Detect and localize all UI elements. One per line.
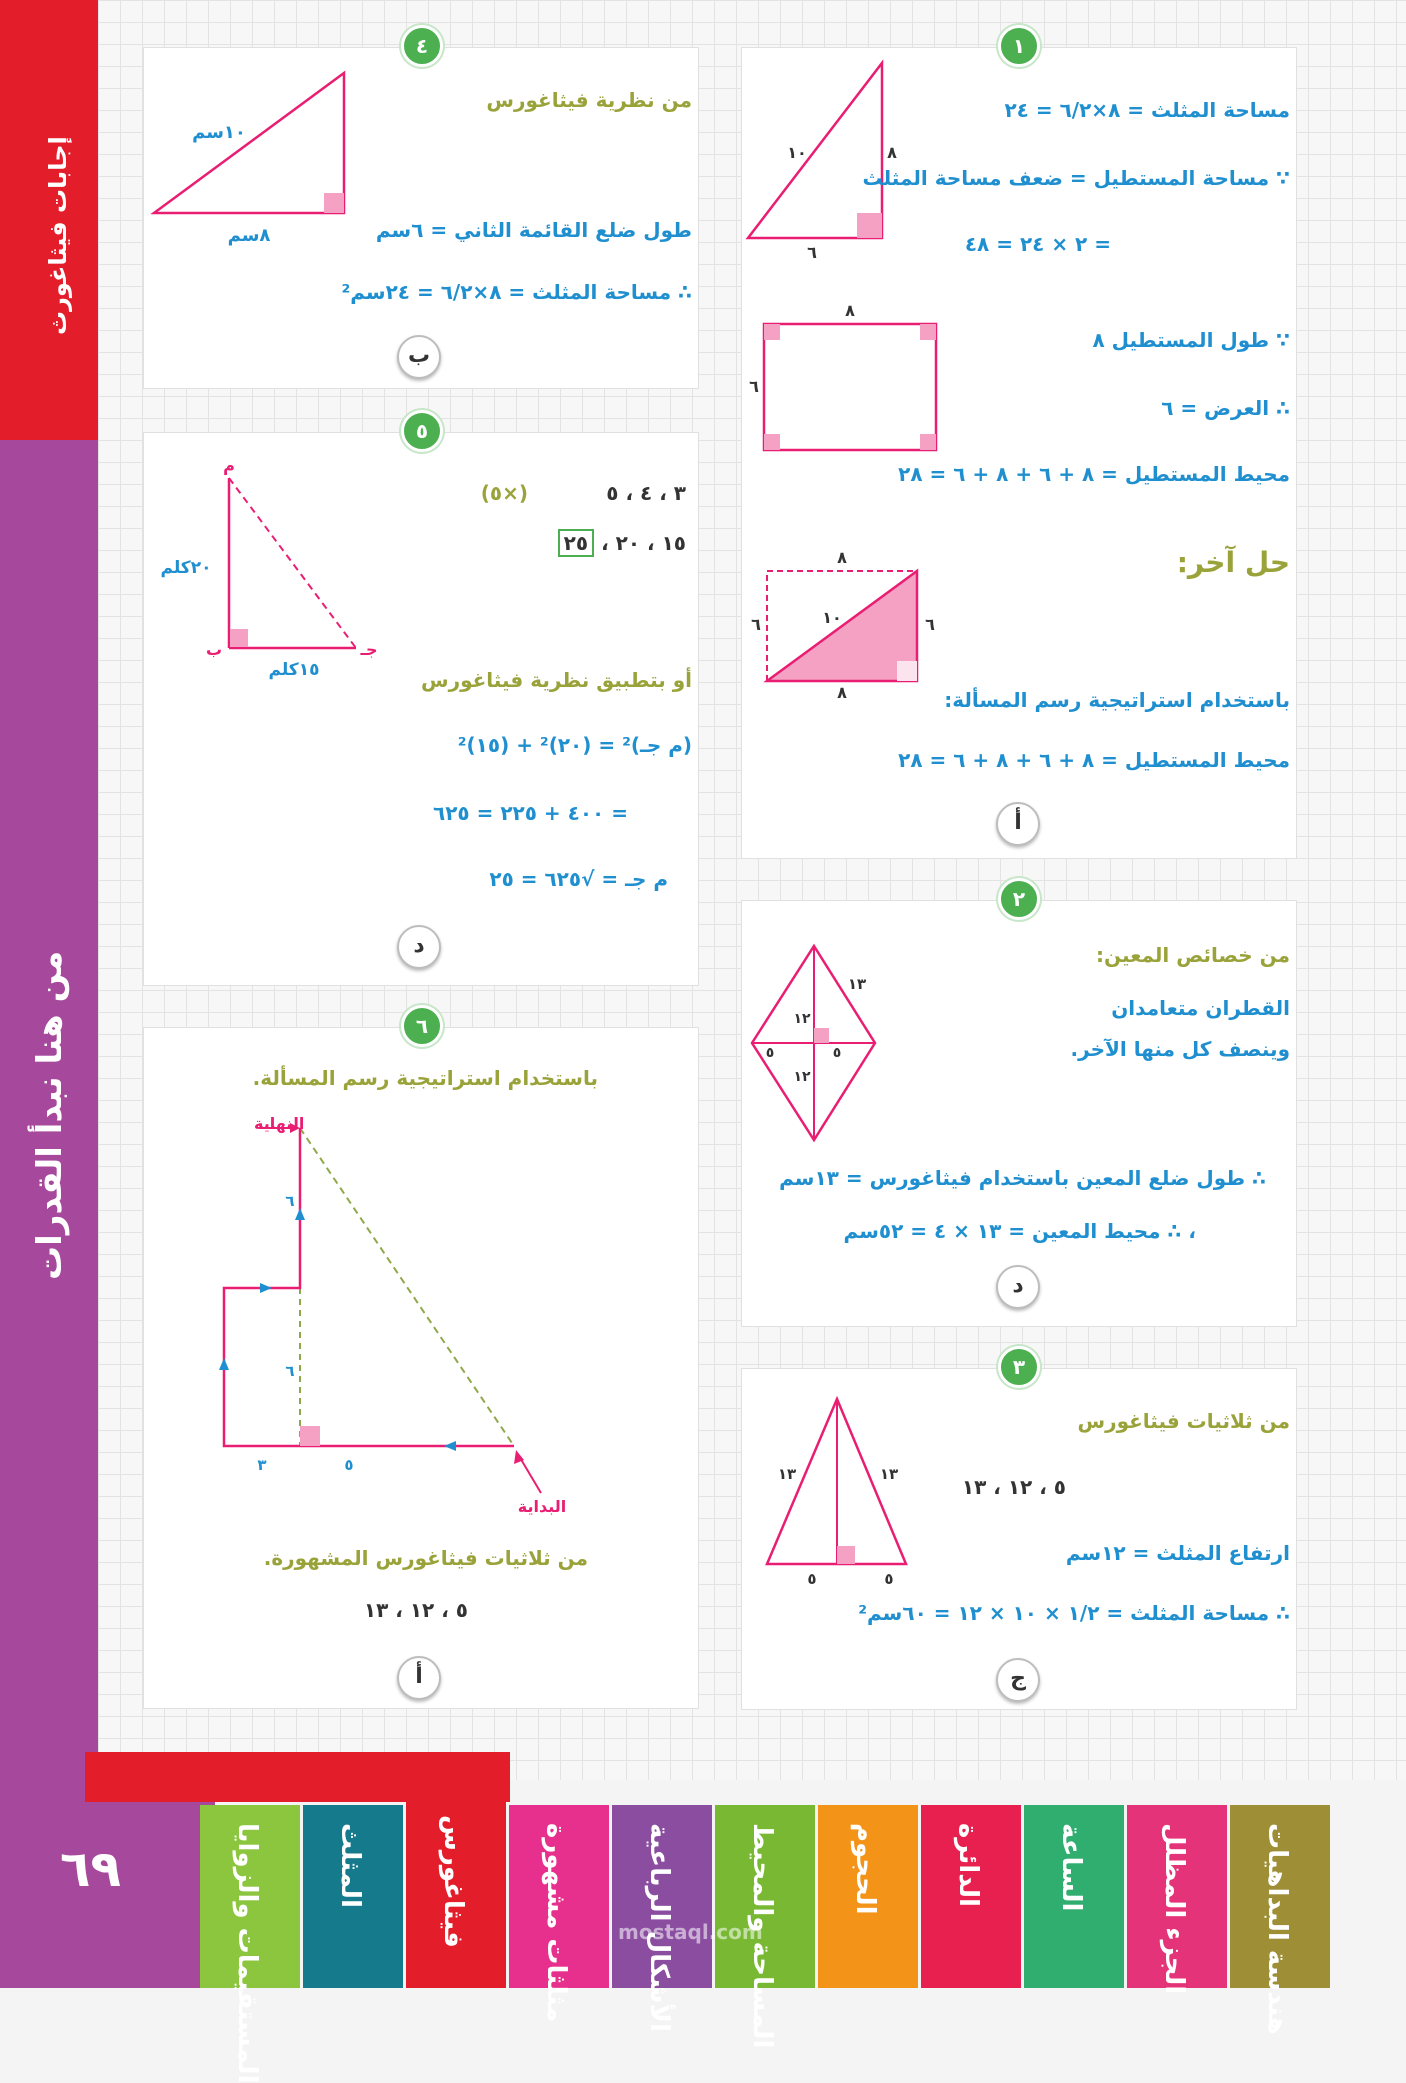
q5-bottom-left-vertex: ب: [205, 640, 223, 659]
card-q6: [143, 1027, 699, 1709]
tab-chapter-1[interactable]: هندسة البداهيات: [1230, 1805, 1330, 1988]
side-main-title: من هنا نبدأ القدرات: [30, 950, 70, 1280]
q3-base-left: ٥: [807, 1570, 817, 1588]
q3-answer: ج: [996, 1658, 1040, 1702]
q5-line6: م جـ = √٦٢٥ = ٢٥: [489, 867, 668, 891]
q2-half-v2: ١٢: [793, 1069, 811, 1085]
q1-triangle: [748, 63, 882, 238]
q1-rect2-bottom: ٨: [837, 683, 847, 702]
side-band: [0, 0, 98, 1988]
q1-line2: ∵ مساحة المستطيل = ضعف مساحة المثلث: [862, 166, 1290, 190]
tab-chapter-10[interactable]: المثلث: [303, 1805, 403, 1988]
q1-line5: ∴ العرض = ٦: [1161, 396, 1290, 420]
q5-badge: ٥: [401, 410, 443, 452]
q6-seg-upper: ٦: [285, 1192, 295, 1210]
q6-seg-lower: ٦: [285, 1362, 295, 1380]
q6-arrow-left: [219, 1358, 229, 1370]
q5-hyp-dashed: [229, 478, 356, 648]
q1-other-solution: حل آخر:: [1176, 546, 1290, 579]
q5-line2-text: ١٥ ، ٢٠ ،: [601, 531, 686, 555]
q5-line5: = ٤٠٠ + ٢٢٥ = ٦٢٥: [433, 801, 628, 825]
tab-chapter-11[interactable]: المستقيمات والزوايا: [200, 1805, 300, 1988]
tab-chapter-3[interactable]: الساعة: [1024, 1805, 1124, 1988]
side-top-title: إجابات فيثاغورث: [44, 136, 72, 335]
q1-rect-side: ٦: [749, 377, 759, 396]
q6-arrow-top: [260, 1283, 272, 1293]
q5-triangle-figure: [144, 433, 698, 985]
q1-tri-base: ٦: [807, 243, 817, 262]
q1-line3: = ٢ × ٢٤ = ٤٨: [964, 232, 1111, 256]
q4-base-label: ٨سم: [227, 225, 271, 246]
card-q1: [741, 47, 1297, 859]
q3-right-angle: [837, 1546, 855, 1564]
q1-answer: أ: [996, 802, 1040, 846]
q1-rectangle: [764, 324, 936, 450]
q1-rect2-triangle: [767, 571, 917, 681]
q6-arrow-bottom: [444, 1441, 456, 1451]
q3-base-right: ٥: [884, 1570, 894, 1588]
q1-tri-side: ٨: [887, 143, 897, 162]
q2-badge: ٢: [998, 878, 1040, 920]
q4-line2: طول ضلع القائمة الثاني = ٦سم: [375, 218, 692, 242]
q6-diagonal-dashed: [300, 1128, 514, 1446]
q5-answer: د: [397, 925, 441, 969]
q1-tri-hyp: ١٠: [787, 143, 807, 162]
q4-line3: ∴ مساحة المثلث = ٨×٦/٢ = ٢٤سم²: [341, 280, 692, 304]
q1-rect-corner-tr: [920, 324, 936, 340]
q2-right-angle: [814, 1028, 829, 1043]
q6-start-pointer: [519, 1456, 541, 1493]
q1-rect-top: ٨: [845, 301, 855, 320]
q1-rect-corner-tl: [764, 324, 780, 340]
q6-start-label: البداية: [517, 1497, 567, 1516]
q1-rect2-top: ٨: [837, 548, 847, 567]
q6-seg-bottom-left: ٣: [257, 1456, 267, 1474]
q6-answer: أ: [397, 1656, 441, 1700]
q5-left-label: ٢٠كلم: [160, 558, 212, 578]
q5-line4: (م جـ)² = (٢٠)² + (١٥)²: [457, 733, 692, 757]
q5-line3: أو بتطبيق نظرية فيثاغورس: [420, 668, 692, 692]
q2-half-v1: ١٢: [793, 1011, 811, 1027]
q5-line2: [558, 531, 686, 555]
watermark: mostaql.com: [618, 1920, 763, 1944]
q6-seg-bottom-right: ٥: [344, 1456, 354, 1474]
q1-line1: مساحة المثلث = ٨×٦/٢ = ٢٤: [1004, 98, 1290, 122]
q5-right-angle: [230, 629, 248, 647]
q2-side-label: ١٣: [847, 975, 867, 993]
q2-line3: وينصف كل منها الآخر.: [1070, 1037, 1290, 1061]
q2-answer: د: [996, 1265, 1040, 1309]
tab-chapter-6[interactable]: المساحة والمحيط: [715, 1805, 815, 1988]
q1-rect-corner-bl: [764, 434, 780, 450]
q4-line1: من نظرية فيثاغورس: [486, 88, 692, 112]
q6-end-label: النهاية: [254, 1114, 305, 1133]
q1-triangle-right-angle: [857, 213, 882, 238]
q3-line3: ارتفاع المثلث = ١٢سم: [1065, 1541, 1290, 1565]
tab-chapter-7[interactable]: الأشكال الرباعية: [612, 1805, 712, 1988]
q5-top-vertex: م: [223, 456, 235, 475]
q6-line1: باستخدام استراتيجية رسم المسألة.: [252, 1066, 598, 1090]
tab-chapter-5[interactable]: الحجوم: [818, 1805, 918, 1988]
q5-line1-multiplier: (×٥): [480, 481, 528, 505]
q2-half-h1: ٥: [765, 1045, 775, 1061]
q5-answer-box: ٢٥: [558, 529, 594, 557]
q1-rect2-right: ٦: [925, 615, 935, 634]
q5-bottom-label: ١٥كلم: [268, 660, 320, 680]
q3-badge: ٣: [998, 1346, 1040, 1388]
q2-line1: من خصائص المعين:: [1096, 943, 1290, 967]
q2-line5: ، ∴ محيط المعين = ١٣ × ٤ = ٥٢سم: [843, 1219, 1196, 1243]
q4-badge: ٤: [401, 25, 443, 67]
q2-half-h2: ٥: [832, 1045, 842, 1061]
q1-rect-corner-br: [920, 434, 936, 450]
q1-line7: باستخدام استراتيجية رسم المسألة:: [944, 688, 1290, 712]
q6-arrow-right: [295, 1208, 305, 1220]
q3-right-side: ١٣: [879, 1465, 899, 1483]
q1-line6: محيط المستطيل = ٨ + ٦ + ٨ + ٦ = ٢٨: [898, 462, 1290, 486]
q4-answer: ب: [397, 335, 441, 379]
tab-chapter-4[interactable]: الدائرة: [921, 1805, 1021, 1988]
tab-chapter-8[interactable]: مثلثات مشهورة: [509, 1805, 609, 1988]
q6-line3: ٥ ، ١٢ ، ١٣: [363, 1598, 468, 1622]
q1-rect2-left: ٦: [751, 615, 761, 634]
tab-chapter-9-active[interactable]: فيثاغورس: [406, 1765, 506, 1988]
q1-rect2-diag: ١٠: [822, 608, 842, 627]
q3-line1: من ثلاثيات فيثاغورس: [1077, 1409, 1290, 1433]
tab-chapter-2[interactable]: الجزء المظلل: [1127, 1805, 1227, 1988]
chapter-tabs: [200, 1805, 1340, 2083]
q6-badge: ٦: [401, 1005, 443, 1047]
q6-right-angle: [300, 1426, 320, 1446]
q5-line1: ٣ ، ٤ ، ٥: [606, 481, 686, 505]
q4-right-angle: [324, 193, 344, 213]
q2-line4: ∴ طول ضلع المعين باستخدام فيثاغورس = ١٣سم: [779, 1166, 1266, 1190]
card-q2: [741, 900, 1297, 1327]
q1-badge: ١: [998, 25, 1040, 67]
q5-bottom-right-vertex: جـ: [360, 640, 378, 659]
q1-line8: محيط المستطيل = ٨ + ٦ + ٨ + ٦ = ٢٨: [898, 748, 1290, 772]
q3-line2: ٥ ، ١٢ ، ١٣: [961, 1475, 1066, 1499]
q2-line2: القطران متعامدان: [1111, 996, 1290, 1020]
page-number: ٦٩: [60, 1840, 122, 1898]
q4-hyp-label: ١٠سم: [192, 122, 246, 143]
card-q5: [143, 432, 699, 986]
q1-rect2-right-angle: [897, 661, 917, 681]
q4-triangle: [154, 73, 344, 213]
q6-line2: من ثلاثيات فيثاغورس المشهورة.: [263, 1546, 588, 1570]
q3-line4: ∴ مساحة المثلث = ١/٢ × ١٠ × ١٢ = ٦٠سم²: [858, 1601, 1290, 1625]
q3-left-side: ١٣: [777, 1465, 797, 1483]
q1-line4: ∵ طول المستطيل ٨: [1092, 328, 1290, 352]
